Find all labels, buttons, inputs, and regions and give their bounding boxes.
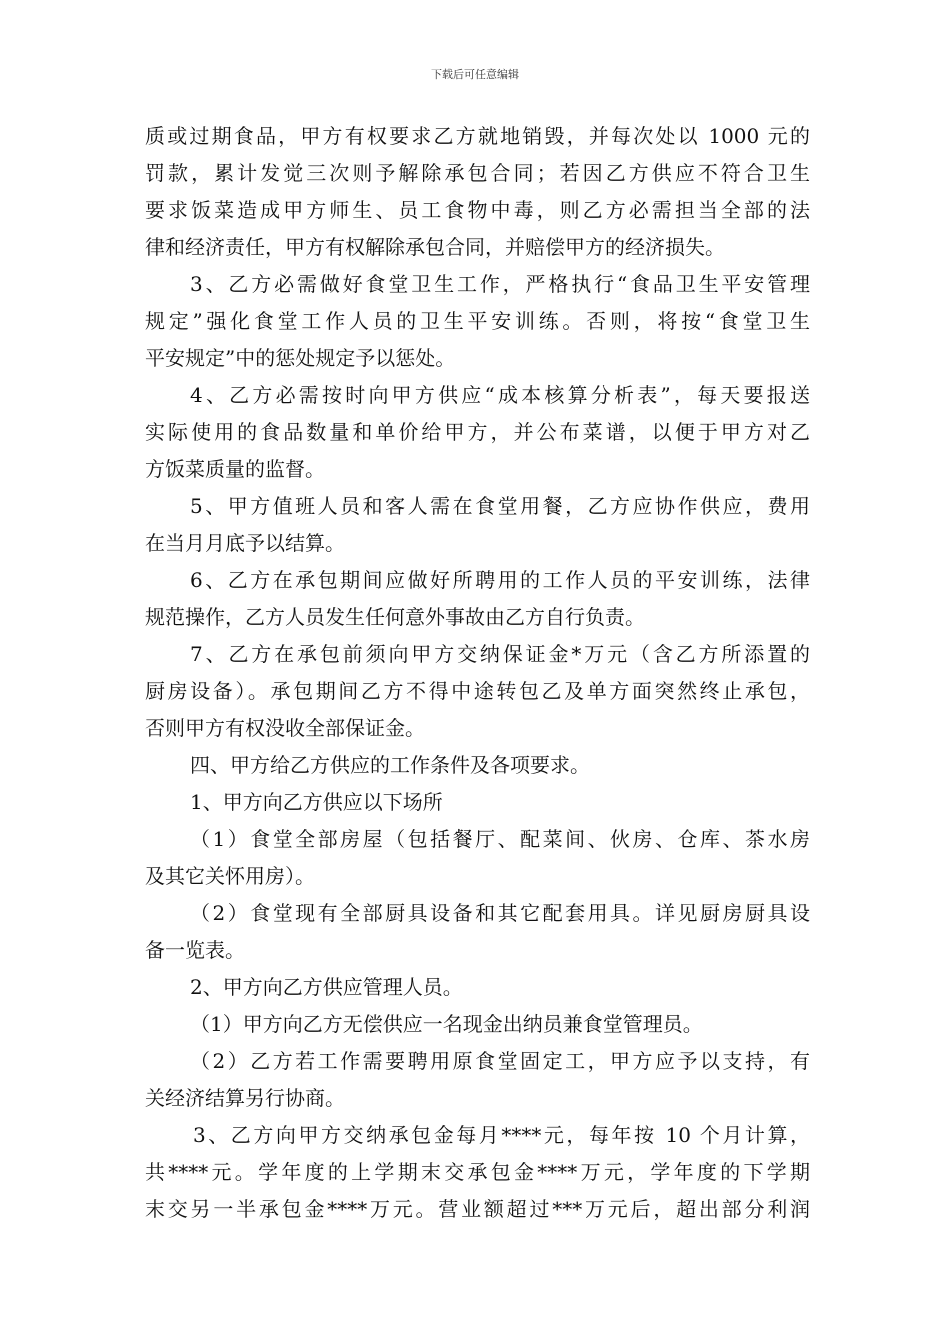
text-line: 实际使用的食品数量和单价给甲方，并公布菜谱，以便于甲方对乙 — [145, 420, 810, 444]
text-line: 关经济结算另行协商。 — [145, 1086, 345, 1110]
document-body — [145, 118, 810, 1228]
text-line: 5、甲方值班人员和客人需在食堂用餐，乙方应协作供应，费用 — [190, 494, 810, 518]
text-line: 6、乙方在承包期间应做好所聘用的工作人员的平安训练，法律 — [190, 568, 810, 592]
text-line: （1）食堂全部房屋（包括餐厅、配菜间、伙房、仓库、茶水房 — [190, 827, 810, 851]
text-line: 1、甲方向乙方供应以下场所 — [190, 790, 443, 814]
text-line: （2）乙方若工作需要聘用原食堂固定工，甲方应予以支持，有 — [190, 1049, 810, 1073]
text-line: 方饭菜质量的监督。 — [145, 457, 325, 481]
text-line: （2）食堂现有全部厨具设备和其它配套用具。详见厨房厨具设 — [190, 901, 810, 925]
text-line: 律和经济责任，甲方有权解除承包合同，并赔偿甲方的经济损失。 — [145, 235, 725, 259]
text-line: 3、乙方向甲方交纳承包金每月****元，每年按 10 个月计算， — [193, 1123, 810, 1147]
text-line: 厨房设备）。承包期间乙方不得中途转包乙及单方面突然终止承包， — [145, 679, 810, 703]
text-line: 平安规定”中的惩处规定予以惩处。 — [145, 346, 456, 370]
text-line: 质或过期食品，甲方有权要求乙方就地销毁，并每次处以 1000 元的 — [145, 124, 810, 148]
text-line: 要求饭菜造成甲方师生、员工食物中毒，则乙方必需担当全部的法 — [145, 198, 810, 222]
text-line: 在当月月底予以结算。 — [145, 531, 345, 555]
text-line: 共****元。学年度的上学期末交承包金****万元，学年度的下学期 — [145, 1160, 810, 1184]
text-line: 罚款，累计发觉三次则予解除承包合同；若因乙方供应不符合卫生 — [145, 161, 810, 185]
text-line: 规范操作，乙方人员发生任何意外事故由乙方自行负责。 — [145, 605, 645, 629]
text-line: 4、乙方必需按时向甲方供应“成本核算分析表”，每天要报送 — [190, 383, 810, 407]
text-line: 规定”强化食堂工作人员的卫生平安训练。否则，将按“食堂卫生 — [145, 309, 810, 333]
text-line: 末交另一半承包金****万元。营业额超过***万元后，超出部分利润 — [145, 1197, 810, 1221]
text-line: 2、甲方向乙方供应管理人员。 — [190, 975, 463, 999]
text-line: 及其它关怀用房）。 — [145, 864, 315, 888]
text-line: 备一览表。 — [145, 938, 245, 962]
page-header: 下载后可任意编辑 — [431, 68, 519, 81]
text-line: （1）甲方向乙方无偿供应一名现金出纳员兼食堂管理员。 — [190, 1012, 703, 1036]
text-line: 否则甲方有权没收全部保证金。 — [145, 716, 425, 740]
text-line: 7、乙方在承包前须向甲方交纳保证金*万元（含乙方所添置的 — [190, 642, 810, 666]
text-line: 3、乙方必需做好食堂卫生工作，严格执行“食品卫生平安管理 — [190, 272, 810, 296]
text-line: 四、甲方给乙方供应的工作条件及各项要求。 — [190, 753, 590, 777]
